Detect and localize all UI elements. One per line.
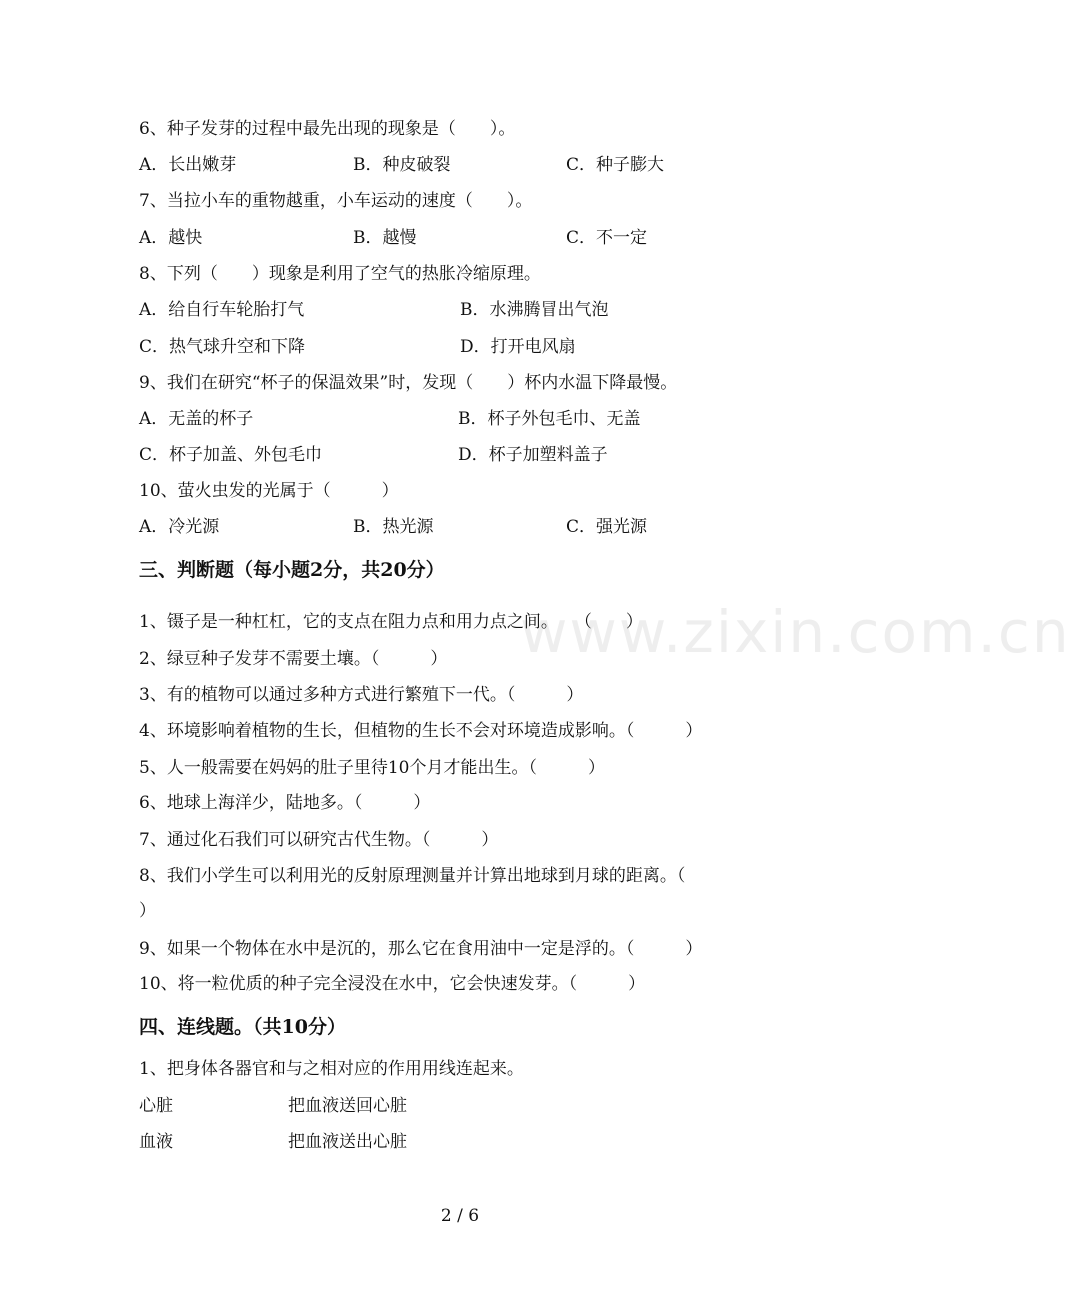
section-3-title: 三、判断题（每小题2分，共20分） — [139, 559, 445, 581]
judge-item: 5、人一般需要在妈妈的肚子里待10个月才能出生。（ ） — [139, 758, 605, 778]
option-b: B．越慢 — [353, 228, 417, 248]
option-c: C．强光源 — [566, 517, 648, 537]
judge-item: 3、有的植物可以通过多种方式进行繁殖下一代。（ ） — [139, 685, 584, 705]
option-b: B．杯子外包毛巾、无盖 — [458, 409, 641, 429]
option-a: A．越快 — [139, 228, 203, 248]
match-left-item: 心脏 — [139, 1096, 173, 1116]
option-a: A．无盖的杯子 — [139, 409, 254, 429]
judge-item: 7、通过化石我们可以研究古代生物。（ ） — [139, 830, 499, 850]
option-a: A．给自行车轮胎打气 — [139, 300, 305, 320]
question-9: 9、我们在研究“杯子的保温效果”时，发现（ ）杯内水温下降最慢。 — [139, 373, 678, 393]
option-c: C．种子膨大 — [566, 155, 665, 175]
page-number: 2 / 6 — [440, 1206, 480, 1226]
option-c: C．不一定 — [566, 228, 648, 248]
judge-item: 9、如果一个物体在水中是沉的，那么它在食用油中一定是浮的。（ ） — [139, 939, 703, 959]
watermark: www.zixin.com.cn — [520, 598, 1071, 666]
judge-item: 8、我们小学生可以利用光的反射原理测量并计算出地球到月球的距离。（ — [139, 866, 686, 886]
judge-item: 1、镊子是一种杠杠，它的支点在阻力点和用力点之间。 （ ） — [139, 612, 643, 632]
question-7: 7、当拉小车的重物越重，小车运动的速度（ ）。 — [139, 191, 533, 211]
option-a: A．冷光源 — [139, 517, 220, 537]
question-8: 8、下列（ ）现象是利用了空气的热胀冷缩原理。 — [139, 264, 541, 284]
option-b: B．热光源 — [353, 517, 434, 537]
option-b: B．种皮破裂 — [353, 155, 451, 175]
option-d: D．杯子加塑料盖子 — [458, 445, 608, 465]
matching-question: 1、把身体各器官和与之相对应的作用用线连起来。 — [139, 1059, 524, 1079]
option-b: B．水沸腾冒出气泡 — [460, 300, 609, 320]
section-4-title: 四、连线题。（共10分） — [139, 1016, 346, 1038]
question-6: 6、种子发芽的过程中最先出现的现象是（ ）。 — [139, 119, 516, 139]
match-left-item: 血液 — [139, 1132, 173, 1152]
match-right-item: 把血液送回心脏 — [288, 1096, 407, 1116]
question-10: 10、萤火虫发的光属于（ ） — [139, 481, 399, 501]
option-a: A．长出嫩芽 — [139, 155, 237, 175]
judge-item: 2、绿豆种子发芽不需要土壤。（ ） — [139, 649, 448, 669]
match-right-item: 把血液送出心脏 — [288, 1132, 407, 1152]
option-c: C．杯子加盖、外包毛巾 — [139, 445, 323, 465]
judge-item: 4、环境影响着植物的生长，但植物的生长不会对环境造成影响。（ ） — [139, 721, 703, 741]
judge-item: 10、将一粒优质的种子完全浸没在水中，它会快速发芽。（ ） — [139, 974, 646, 994]
judge-item: 6、地球上海洋少，陆地多。（ ） — [139, 793, 431, 813]
option-c: C．热气球升空和下降 — [139, 337, 306, 357]
option-d: D．打开电风扇 — [460, 337, 576, 357]
judge-item-continued: ） — [139, 901, 156, 921]
